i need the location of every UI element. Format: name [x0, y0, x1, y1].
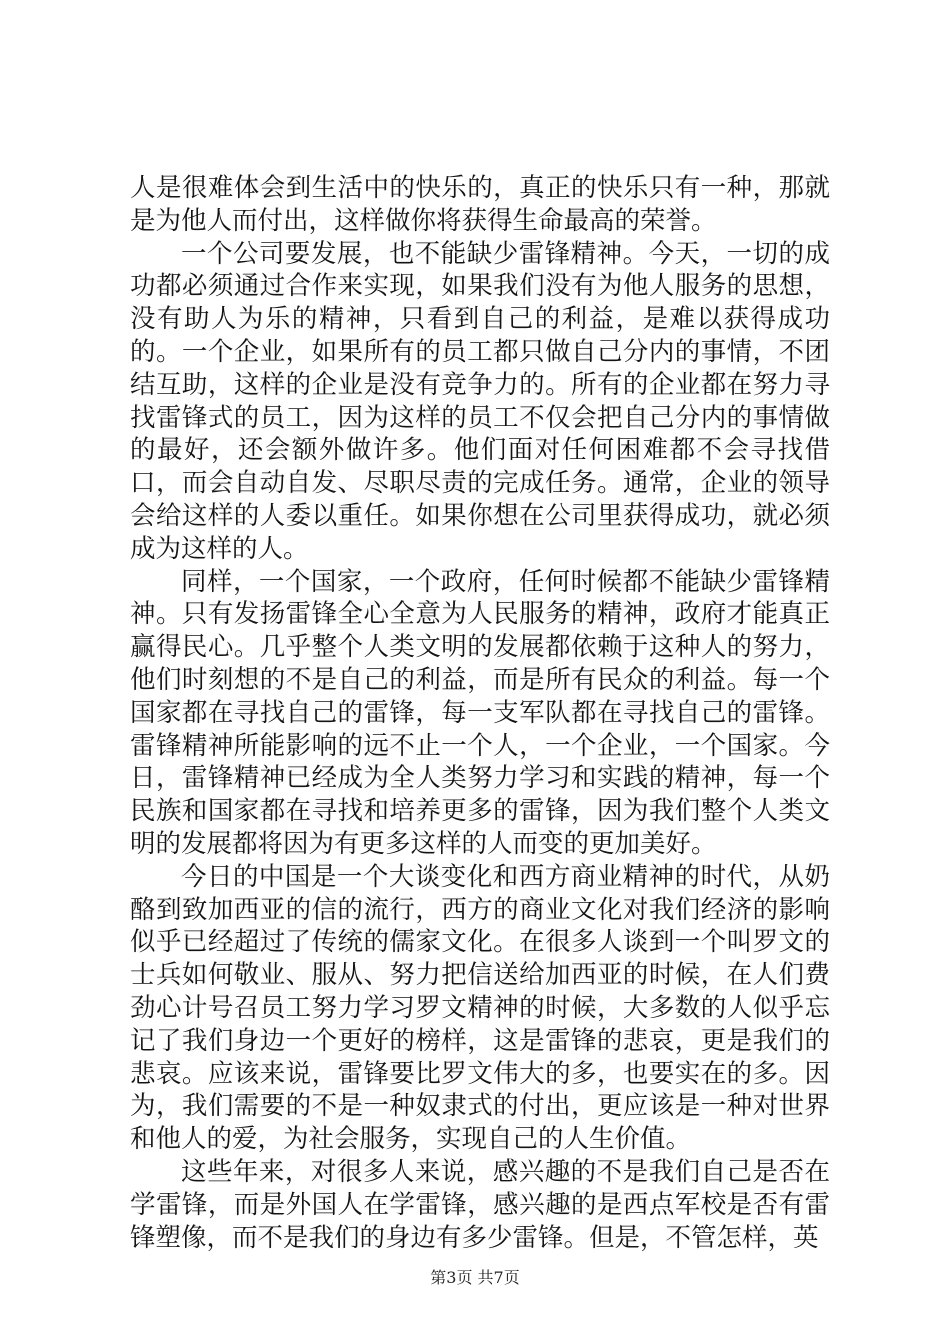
paragraph-5: 这些年来，对很多人来说，感兴趣的不是我们自己是否在学雷锋，而是外国人在学雷锋，感兴趣的是西点军校是否有雷锋塑像，而不是我们的身边有多少雷锋。但是，不管怎样，英 — [130, 1156, 830, 1253]
page-number-footer: 第3页 共7页 — [430, 1268, 520, 1287]
paragraph-2: 一个公司要发展，也不能缺少雷锋精神。今天，一切的成功都必须通过合作来实现，如果我们没有为他人服务的思想，没有助人为乐的精神，只看到自己的利益，是难以获得成功的。一个企业，如果所有的员工都只做自己分内的事情，不团结互助，这样的企业是没有竞争力的。所有的企业都在努力寻找雷锋式的员工，因为这样的员工不仅会把自己分内的事情做的最好，还会额外做许多。他们面对任何困难都不会寻找借口，而会自动自发、尽职尽责的完成任务。通常，企业的领导会给这样的人委以重任。如果你想在公司里获得成功，就必须成为这样的人。 — [130, 238, 830, 564]
paragraph-3: 同样，一个国家，一个政府，任何时候都不能缺少雷锋精神。只有发扬雷锋全心全意为人民服务的精神，政府才能真正赢得民心。几乎整个人类文明的发展都依赖于这种人的努力，他们时刻想的不是自己的利益，而是所有民众的利益。每一个国家都在寻找自己的雷锋，每一支军队都在寻找自己的雷锋。雷锋精神所能影响的远不止一个人，一个企业，一个国家。今日，雷锋精神已经成为全人类努力学习和实践的精神，每一个民族和国家都在寻找和培养更多的雷锋，因为我们整个人类文明的发展都将因为有更多这样的人而变的更加美好。 — [130, 566, 830, 859]
document-body — [130, 172, 830, 1254]
paragraph-4: 今日的中国是一个大谈变化和西方商业精神的时代，从奶酪到致加西亚的信的流行，西方的商业文化对我们经济的影响似乎已经超过了传统的儒家文化。在很多人谈到一个叫罗文的士兵如何敬业、服从、努力把信送给加西亚的时候，在人们费劲心计号召员工努力学习罗文精神的时候，大多数的人似乎忘记了我们身边一个更好的榜样，这是雷锋的悲哀，更是我们的悲哀。应该来说，雷锋要比罗文伟大的多，也要实在的多。因为，我们需要的不是一种奴隶式的付出，更应该是一种对世界和他人的爱，为社会服务，实现自己的人生价值。 — [130, 861, 830, 1155]
paragraph-1: 人是很难体会到生活中的快乐的，真正的快乐只有一种，那就是为他人而付出，这样做你将获得生命最高的荣誉。 — [130, 173, 830, 236]
